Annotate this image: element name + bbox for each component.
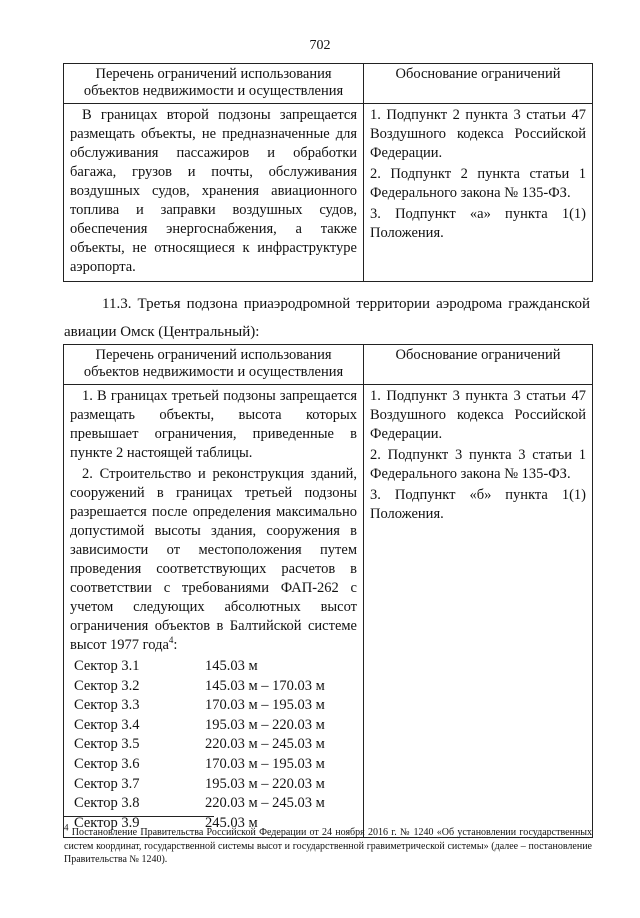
legal-reference: 1. Подпункт 2 пункта 3 статьи 47 Воздушного кодекса Российской Федерации. — [370, 107, 586, 161]
grounds-cell — [364, 104, 593, 282]
footnote-mark: 4 — [64, 822, 69, 833]
sector-name: Сектор 3.4 — [74, 716, 140, 733]
footnote-text: Постановление Правительства Российской Федерации от 24 ноября 2016 г. № 1240 «Об установлении государственных систем координат, государственной системы высот и государственной гравиметрической системы» (далее – постановление Правительства № 1240). — [64, 827, 593, 865]
footnote-divider — [64, 816, 214, 817]
section-heading: 11.3. Третья подзона приаэродромной территории аэродрома гражданской авиации Омск (Центральный): — [64, 296, 590, 340]
legal-reference: 1. Подпункт 3 пункта 3 статьи 47 Воздушного кодекса Российской Федерации. — [370, 388, 586, 442]
list-item — [70, 677, 357, 697]
header-grounds: Обоснование ограничений — [364, 345, 593, 385]
sector-list — [70, 657, 357, 833]
table-row — [64, 104, 593, 282]
list-item — [70, 775, 357, 795]
sector-name: Сектор 3.2 — [74, 677, 140, 694]
list-item — [70, 716, 357, 736]
sector-height: 220.03 м – 245.03 м — [205, 736, 325, 753]
sector-name: Сектор 3.8 — [74, 795, 140, 812]
restriction-cell — [64, 104, 364, 282]
restriction-cell — [64, 385, 364, 838]
sector-height: 220.03 м – 245.03 м — [205, 795, 325, 812]
header-restrictions: Перечень ограничений использования объектов недвижимости и осуществления — [64, 345, 364, 385]
header-grounds: Обоснование ограничений — [364, 64, 593, 104]
sector-height: 145.03 м – 170.03 м — [205, 677, 325, 694]
sector-height: 195.03 м – 220.03 м — [205, 716, 325, 733]
list-item — [70, 794, 357, 814]
list-item — [70, 755, 357, 775]
table-header-row — [64, 345, 593, 385]
legal-reference: 3. Подпункт «а» пункта 1(1) Положения. — [370, 206, 586, 241]
grounds-cell — [364, 385, 593, 838]
sector-name: Сектор 3.5 — [74, 736, 140, 753]
restrictions-table-subzone-3 — [63, 344, 593, 838]
legal-reference: 3. Подпункт «б» пункта 1(1) Положения. — [370, 487, 586, 522]
legal-reference: 2. Подпункт 2 пункта статьи 1 Федерального закона № 135-ФЗ. — [370, 166, 586, 201]
restriction-paragraph-2 — [70, 465, 357, 655]
table-header-row — [64, 64, 593, 104]
restriction-paragraph-1: 1. В границах третьей подзоны запрещается размещать объекты, высота которых превышает ограничения, приведенные в пункте 2 настоящей таблицы. — [70, 388, 357, 461]
page-number: 702 — [309, 38, 331, 53]
sector-height: 170.03 м – 195.03 м — [205, 697, 325, 714]
legal-reference: 2. Подпункт 3 пункта 3 статьи 1 Федерального закона № 135-ФЗ. — [370, 447, 586, 482]
list-item — [70, 657, 357, 677]
sector-name: Сектор 3.3 — [74, 697, 140, 714]
restriction-paragraph-2-text: 2. Строительство и реконструкция зданий, сооружений в границах третьей подзоны разрешается после определения максимально допустимой высоты здания, сооружения в зависимости от местоположения путем проведения соответствующих расчетов в соответствии с требованиями ФАП-262 с учетом следующих абсолютных высот ограничения объектов в Балтийской системе высот 1977 года — [70, 466, 357, 653]
sector-name: Сектор 3.1 — [74, 658, 140, 674]
sector-name: Сектор 3.7 — [74, 775, 140, 792]
table-row — [64, 385, 593, 838]
restriction-paragraph-2-end: : — [173, 637, 178, 653]
restriction-text: В границах второй подзоны запрещается размещать объекты, не предназначенные для обслуживания пассажиров и обработки багажа, грузов и почты, обслуживания воздушных судов, хранения авиационного топлива и заправки воздушных судов, обеспечения энергоснабжения, а также объекты, не относящиеся к инфраструктуре аэропорта. — [70, 107, 357, 275]
sector-height: 245.03 м — [205, 814, 258, 831]
sector-height: 170.03 м – 195.03 м — [205, 755, 325, 772]
restrictions-table-subzone-2 — [63, 63, 593, 282]
sector-height: 195.03 м – 220.03 м — [205, 775, 325, 792]
sector-height: 145.03 м — [205, 658, 258, 674]
header-restrictions: Перечень ограничений использования объектов недвижимости и осуществления — [64, 64, 364, 104]
sector-name: Сектор 3.6 — [74, 755, 140, 772]
footnote-reference: 4 — [168, 635, 174, 646]
list-item — [70, 735, 357, 755]
list-item — [70, 696, 357, 716]
sector-name: Сектор 3.9 — [74, 814, 140, 831]
